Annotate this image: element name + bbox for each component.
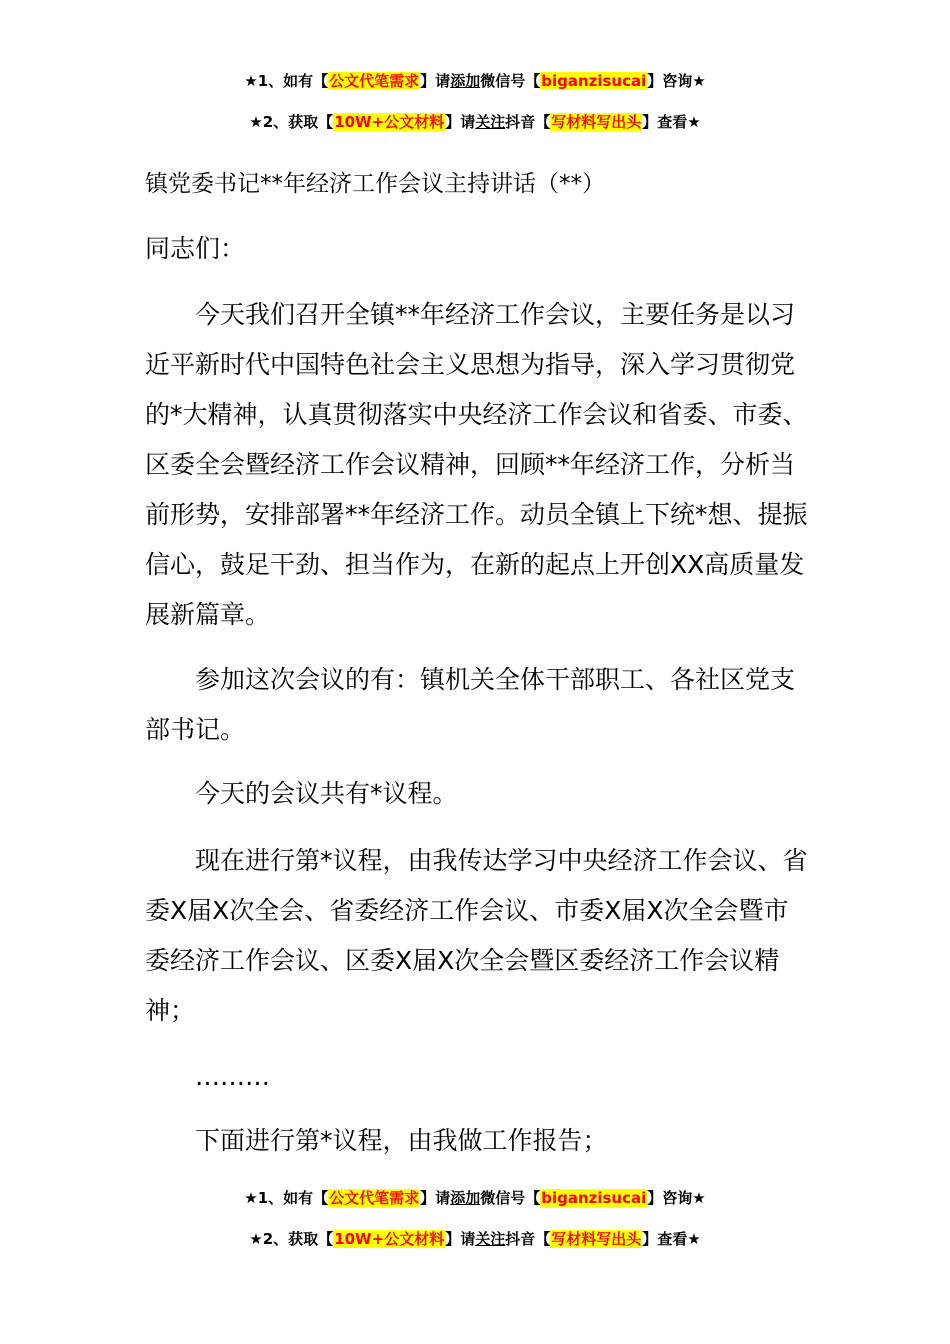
promo-banner-bottom-line-1 [0, 1188, 950, 1208]
banner-text: 】请 [445, 1230, 476, 1248]
highlight-douyin-account: 写材料写出头 [551, 113, 642, 131]
banner-text: 抖音【 [505, 113, 551, 131]
highlight-service: 公文代笔需求 [329, 1189, 420, 1207]
highlight-wechat-id: biganzisucai [541, 72, 647, 90]
paragraph-3: 今天的会议共有*议程。 [195, 779, 458, 808]
banner-text: 抖音【 [505, 1230, 551, 1248]
banner-text: 】请 [420, 72, 451, 90]
highlight-service: 公文代笔需求 [329, 72, 420, 90]
paragraph-1: 今天我们召开全镇**年经济工作会议，主要任务是以习近平新时代中国特色社会主义思想为指导，深入学习贯彻党的*大精神，认真贯彻落实中央经济工作会议和省委、市委、区委全会暨经济工作会议精神，回顾**年经济工作，分析当前形势，安排部署**年经济工作。动员全镇上下统*想、提振信心，鼓足干劲、担当作为，在新的起点上开创XX高质量发展新篇章。 [145, 300, 808, 629]
highlight-materials: 10W+公文材料 [334, 1230, 445, 1248]
banner-text: 微信号【 [480, 1189, 541, 1207]
banner-text: 】查看★ [642, 113, 701, 131]
banner-text: ★1、如有【 [244, 72, 329, 90]
paragraph-ellipsis: ……… [195, 1062, 270, 1091]
underlined-action: 关注 [475, 113, 506, 131]
banner-text: 】查看★ [642, 1230, 701, 1248]
underlined-action: 关注 [475, 1230, 506, 1248]
banner-text: 】咨询★ [647, 1189, 706, 1207]
document-title: 镇党委书记**年经济工作会议主持讲话（**） [145, 171, 605, 197]
paragraph-5: 下面进行第*议程，由我做工作报告； [195, 1126, 608, 1155]
banner-text: ★2、获取【 [249, 113, 334, 131]
promo-banner-top-line-1 [0, 71, 950, 91]
promo-banner-bottom-line-2 [0, 1229, 950, 1249]
paragraph-4: 现在进行第*议程，由我传达学习中央经济工作会议、省委X届X次全会、省委经济工作会议、市委X届X次全会暨市委经济工作会议、区委X届X次全会暨区委经济工作会议精神； [145, 846, 808, 1025]
highlight-douyin-account: 写材料写出头 [551, 1230, 642, 1248]
underlined-action: 添加 [450, 72, 481, 90]
highlight-wechat-id: biganzisucai [541, 1189, 647, 1207]
banner-text: 】请 [420, 1189, 451, 1207]
banner-text: ★1、如有【 [244, 1189, 329, 1207]
banner-text: 】咨询★ [647, 72, 706, 90]
highlight-materials: 10W+公文材料 [334, 113, 445, 131]
underlined-action: 添加 [450, 1189, 481, 1207]
banner-text: 微信号【 [480, 72, 541, 90]
paragraph-2: 参加这次会议的有：镇机关全体干部职工、各社区党支部书记。 [145, 665, 796, 744]
banner-text: 】请 [445, 113, 476, 131]
banner-text: ★2、获取【 [249, 1230, 334, 1248]
promo-banner-top-line-2 [0, 112, 950, 132]
salutation: 同志们： [145, 234, 246, 263]
